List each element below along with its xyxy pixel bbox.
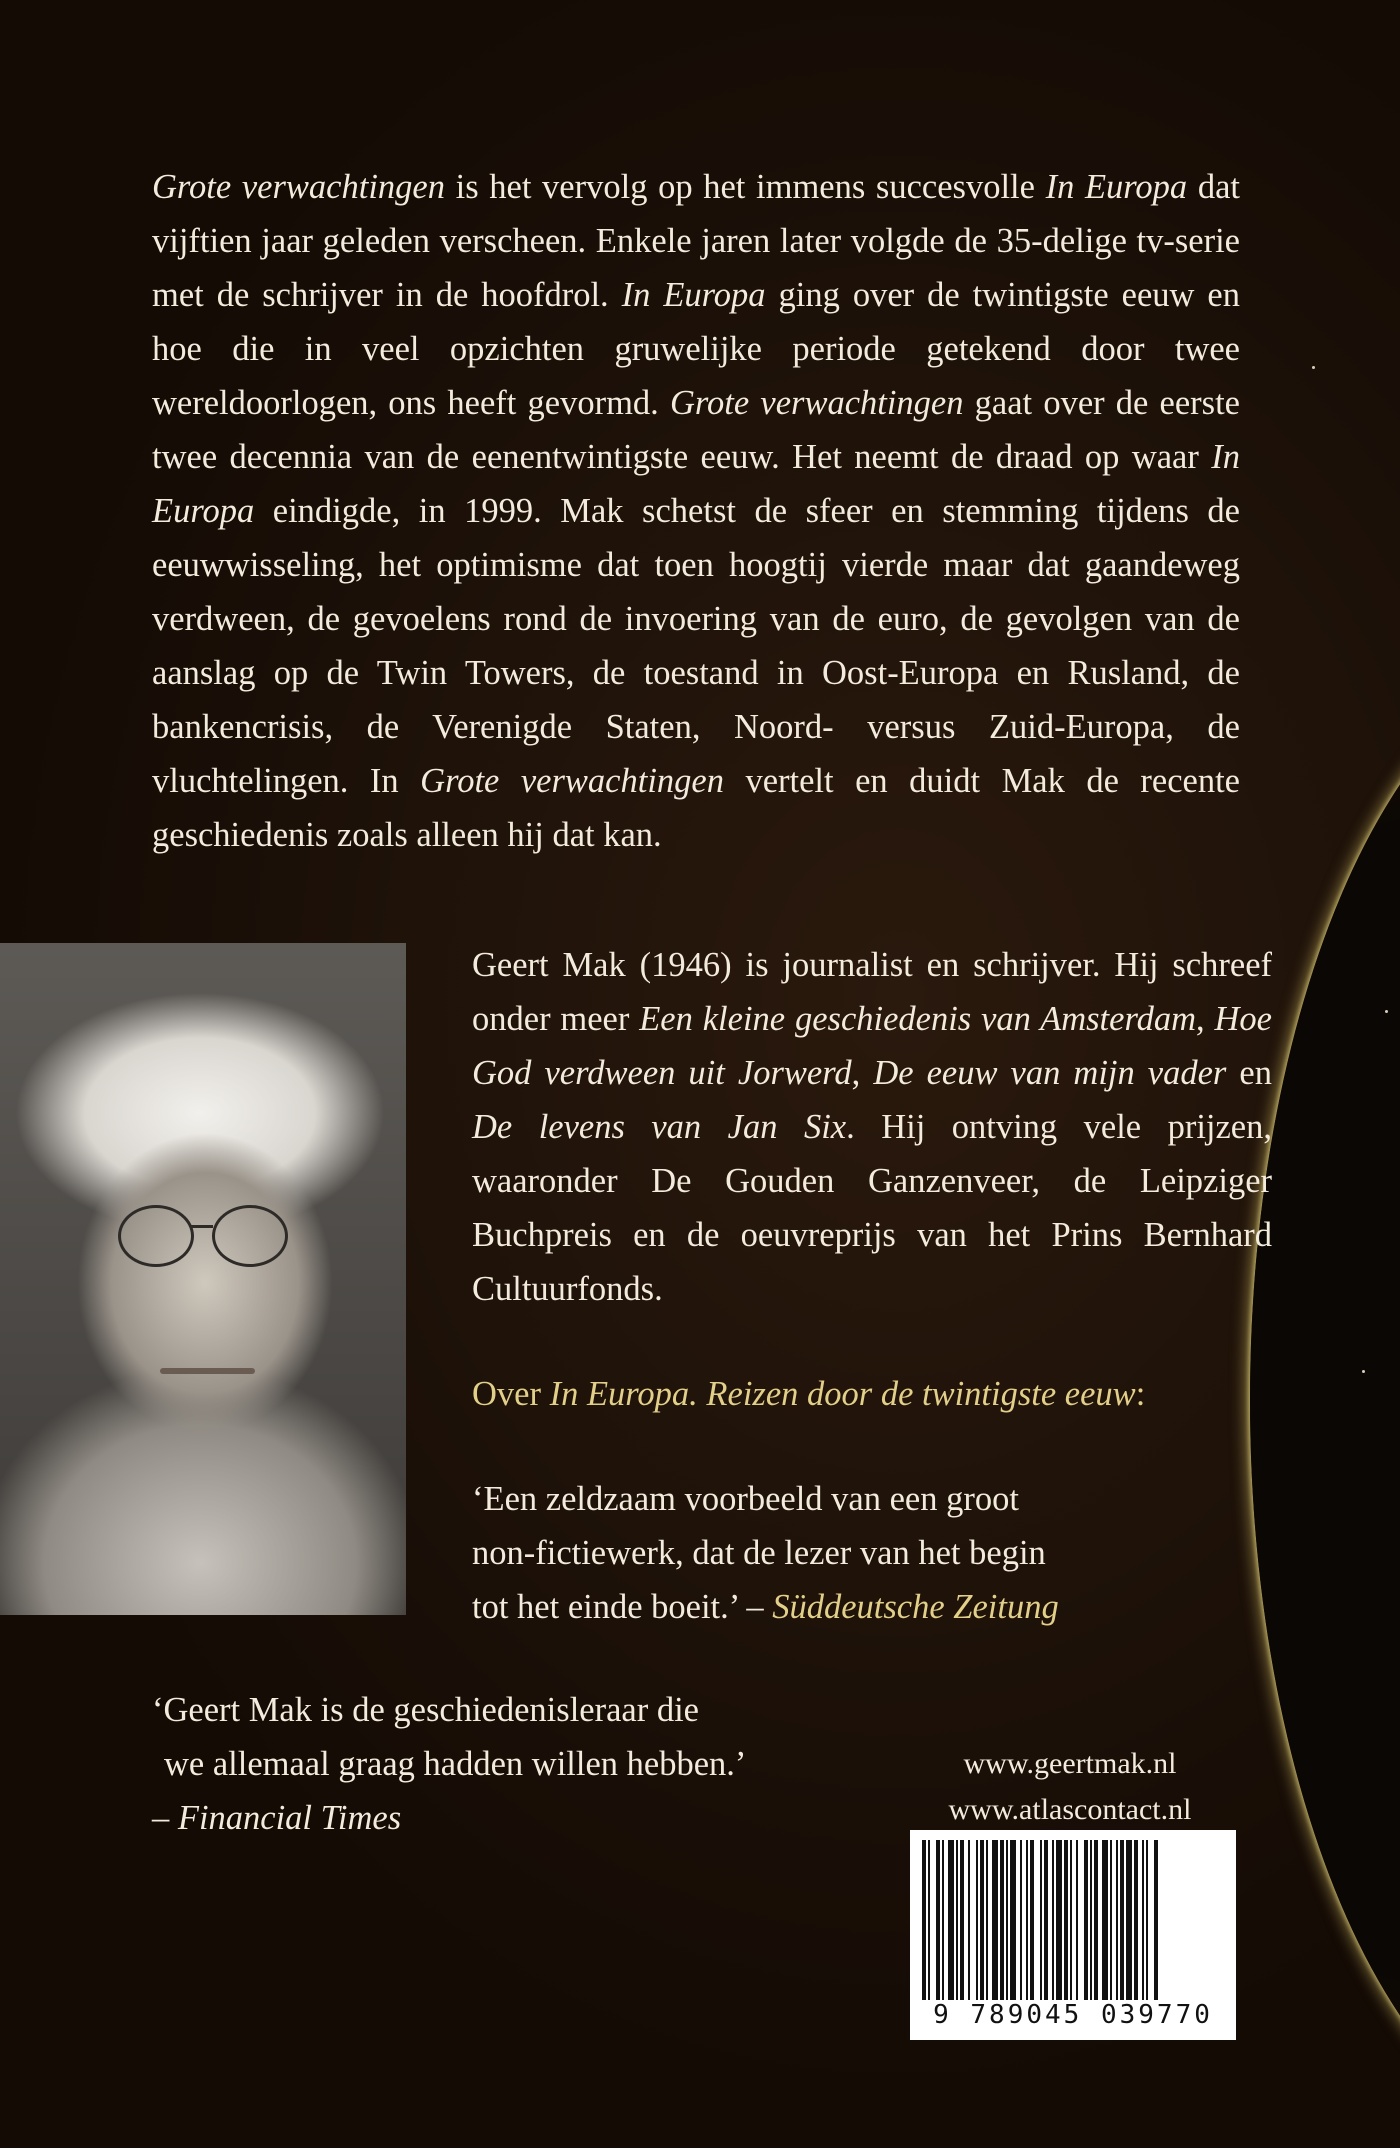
barcode-bar — [1052, 1840, 1054, 2000]
bio-text: Geert Mak (1946) is journalist en schrijver. Hij schreef onder meer — [472, 946, 1272, 1038]
quote-line — [152, 1737, 912, 1791]
barcode-bar — [1084, 1840, 1088, 2000]
barcode-bar — [1056, 1840, 1062, 2000]
quote-text: tot het einde boeit.’ – — [472, 1588, 773, 1626]
author-photo — [0, 943, 406, 1615]
barcode-bars — [922, 1840, 1224, 2000]
barcode-bar — [976, 1840, 978, 2000]
url-atlascontact[interactable]: www.atlascontact.nl — [948, 1793, 1192, 1826]
blurb-text: is het vervolg op het immens succesvolle — [444, 168, 1046, 206]
book-title-italic: Een kleine geschiedenis van Amsterdam — [639, 1000, 1197, 1038]
barcode-bar — [956, 1840, 958, 2000]
blurb-text: eindigde, in 1999. Mak schetst de sfeer en stemming tijdens de eeuwwisseling, het optimisme dat toen hoogtij vierde maar dat gaandeweg verdween, de gevoelens rond de invoering van de euro, de gevolgen van de aanslag op de Twin Towers, de toestand in Oost-Europa en Rusland, de bankencrisis, de Verenigde Staten, Noord- versus Zuid-Europa, de vluchtelingen. In — [152, 492, 1240, 800]
barcode-bar — [1120, 1840, 1124, 2000]
barcode-bar — [992, 1840, 998, 2000]
isbn-digits: 9 789045 039770 — [933, 2000, 1213, 2030]
planet-rim-graphic — [1250, 650, 1400, 2148]
barcode-bar — [1000, 1840, 1004, 2000]
book-title-italic: Grote verwachtingen — [152, 168, 445, 206]
barcode-bar — [1070, 1840, 1072, 2000]
barcode-bar — [1044, 1840, 1048, 2000]
bio-text: , — [851, 1054, 874, 1092]
barcode-bar — [1154, 1840, 1158, 2000]
bio-text: en — [1226, 1054, 1272, 1092]
barcode-bar — [1090, 1840, 1092, 2000]
glasses-lens-left — [118, 1205, 194, 1267]
quote-dash: – — [152, 1799, 178, 1837]
blurb-paragraph — [152, 160, 1240, 862]
book-title-italic: In Europa — [152, 438, 1240, 530]
barcode-bar — [1030, 1840, 1034, 2000]
barcode-bar — [1102, 1840, 1108, 2000]
quote-line: ‘Geert Mak is de geschiedenisleraar die — [152, 1691, 699, 1729]
book-title-italic: Grote verwachtingen — [670, 384, 964, 422]
book-title-italic: In Europa — [621, 276, 766, 314]
quote-line: ‘Een zeldzaam voorbeeld van een groot — [472, 1480, 1019, 1518]
book-title-italic: In Europa — [1045, 168, 1188, 206]
barcode-bar — [1116, 1840, 1118, 2000]
quote-line — [472, 1580, 1232, 1634]
star-dot — [1362, 1370, 1365, 1373]
blurb-text: vertelt en duidt Mak de recente geschiedenis zoals alleen hij dat kan. — [152, 762, 1240, 854]
barcode-bar — [980, 1840, 984, 2000]
url-geertmak[interactable]: www.geertmak.nl — [963, 1747, 1177, 1780]
quote-text: we allemaal graag hadden willen hebben.’ — [164, 1745, 747, 1783]
over-book-title: In Europa. Reizen door de twintigste eeuw — [549, 1375, 1136, 1413]
barcode-bar — [1146, 1840, 1148, 2000]
quote-source: Financial Times — [177, 1799, 402, 1837]
barcode-bar — [1040, 1840, 1042, 2000]
blurb-text: dat vijftien jaar geleden verscheen. Enkele jaren later volgde de 35-delige tv-serie met de schrijver in de hoofdrol. — [152, 168, 1240, 314]
glasses-lens-right — [212, 1205, 288, 1267]
review-quote-ft — [152, 1683, 912, 1845]
glasses-bridge — [191, 1225, 213, 1228]
review-quote-sz — [472, 1472, 1232, 1634]
star-dot — [1385, 1010, 1388, 1013]
barcode-bar — [1064, 1840, 1068, 2000]
barcode-bar — [986, 1840, 988, 2000]
barcode-bar — [1020, 1840, 1022, 2000]
over-suffix: : — [1135, 1375, 1146, 1413]
blurb-text: ging over de twintigste eeuw en hoe die in veel opzichten gruwelijke periode getekend door twee wereldoorlogen, ons heeft gevormd. — [152, 276, 1240, 422]
barcode-bar — [1142, 1840, 1144, 2000]
over-prefix: Over — [472, 1375, 550, 1413]
barcode-bar — [942, 1840, 944, 2000]
bio-text: . Hij ontving vele prijzen, waaronder De Gouden Ganzenveer, de Leipziger Buchpreis en de oeuvreprijs van het Prins Bernhard Cultuurfonds. — [472, 1108, 1272, 1308]
quote-line: non-fictiewerk, dat de lezer van het begin — [472, 1534, 1046, 1572]
book-title-italic: Grote verwachtingen — [420, 762, 724, 800]
barcode-bar — [960, 1840, 964, 2000]
book-title-italic: Hoe God verdween uit Jorwerd — [472, 1000, 1272, 1092]
website-links — [900, 1741, 1240, 1833]
barcode-bar — [1006, 1840, 1008, 2000]
barcode-bar — [922, 1840, 926, 2000]
mouth — [160, 1368, 255, 1374]
book-title-italic: De levens van Jan Six — [472, 1108, 847, 1146]
star-dot — [1312, 366, 1315, 369]
barcode-bar — [936, 1840, 940, 2000]
quote-source: Süddeutsche Zeitung — [772, 1588, 1059, 1626]
barcode-bar — [1134, 1840, 1138, 2000]
author-bio — [472, 938, 1272, 1316]
blurb-text: gaat over de eerste twee decennia van de eenentwintigste eeuw. Het neemt de draad op waar — [152, 384, 1240, 476]
over-heading — [472, 1367, 1272, 1421]
barcode-bar — [948, 1840, 954, 2000]
barcode-bar — [1026, 1840, 1028, 2000]
barcode-bar — [1094, 1840, 1098, 2000]
isbn-barcode — [910, 1830, 1236, 2040]
bio-text: , — [1196, 1000, 1215, 1038]
barcode-bar — [1076, 1840, 1078, 2000]
barcode-bar — [1110, 1840, 1112, 2000]
barcode-bar — [928, 1840, 930, 2000]
barcode-bar — [1126, 1840, 1132, 2000]
quote-line — [152, 1791, 912, 1845]
barcode-bar — [968, 1840, 970, 2000]
book-title-italic: De eeuw van mijn vader — [873, 1054, 1227, 1092]
barcode-bar — [1010, 1840, 1016, 2000]
